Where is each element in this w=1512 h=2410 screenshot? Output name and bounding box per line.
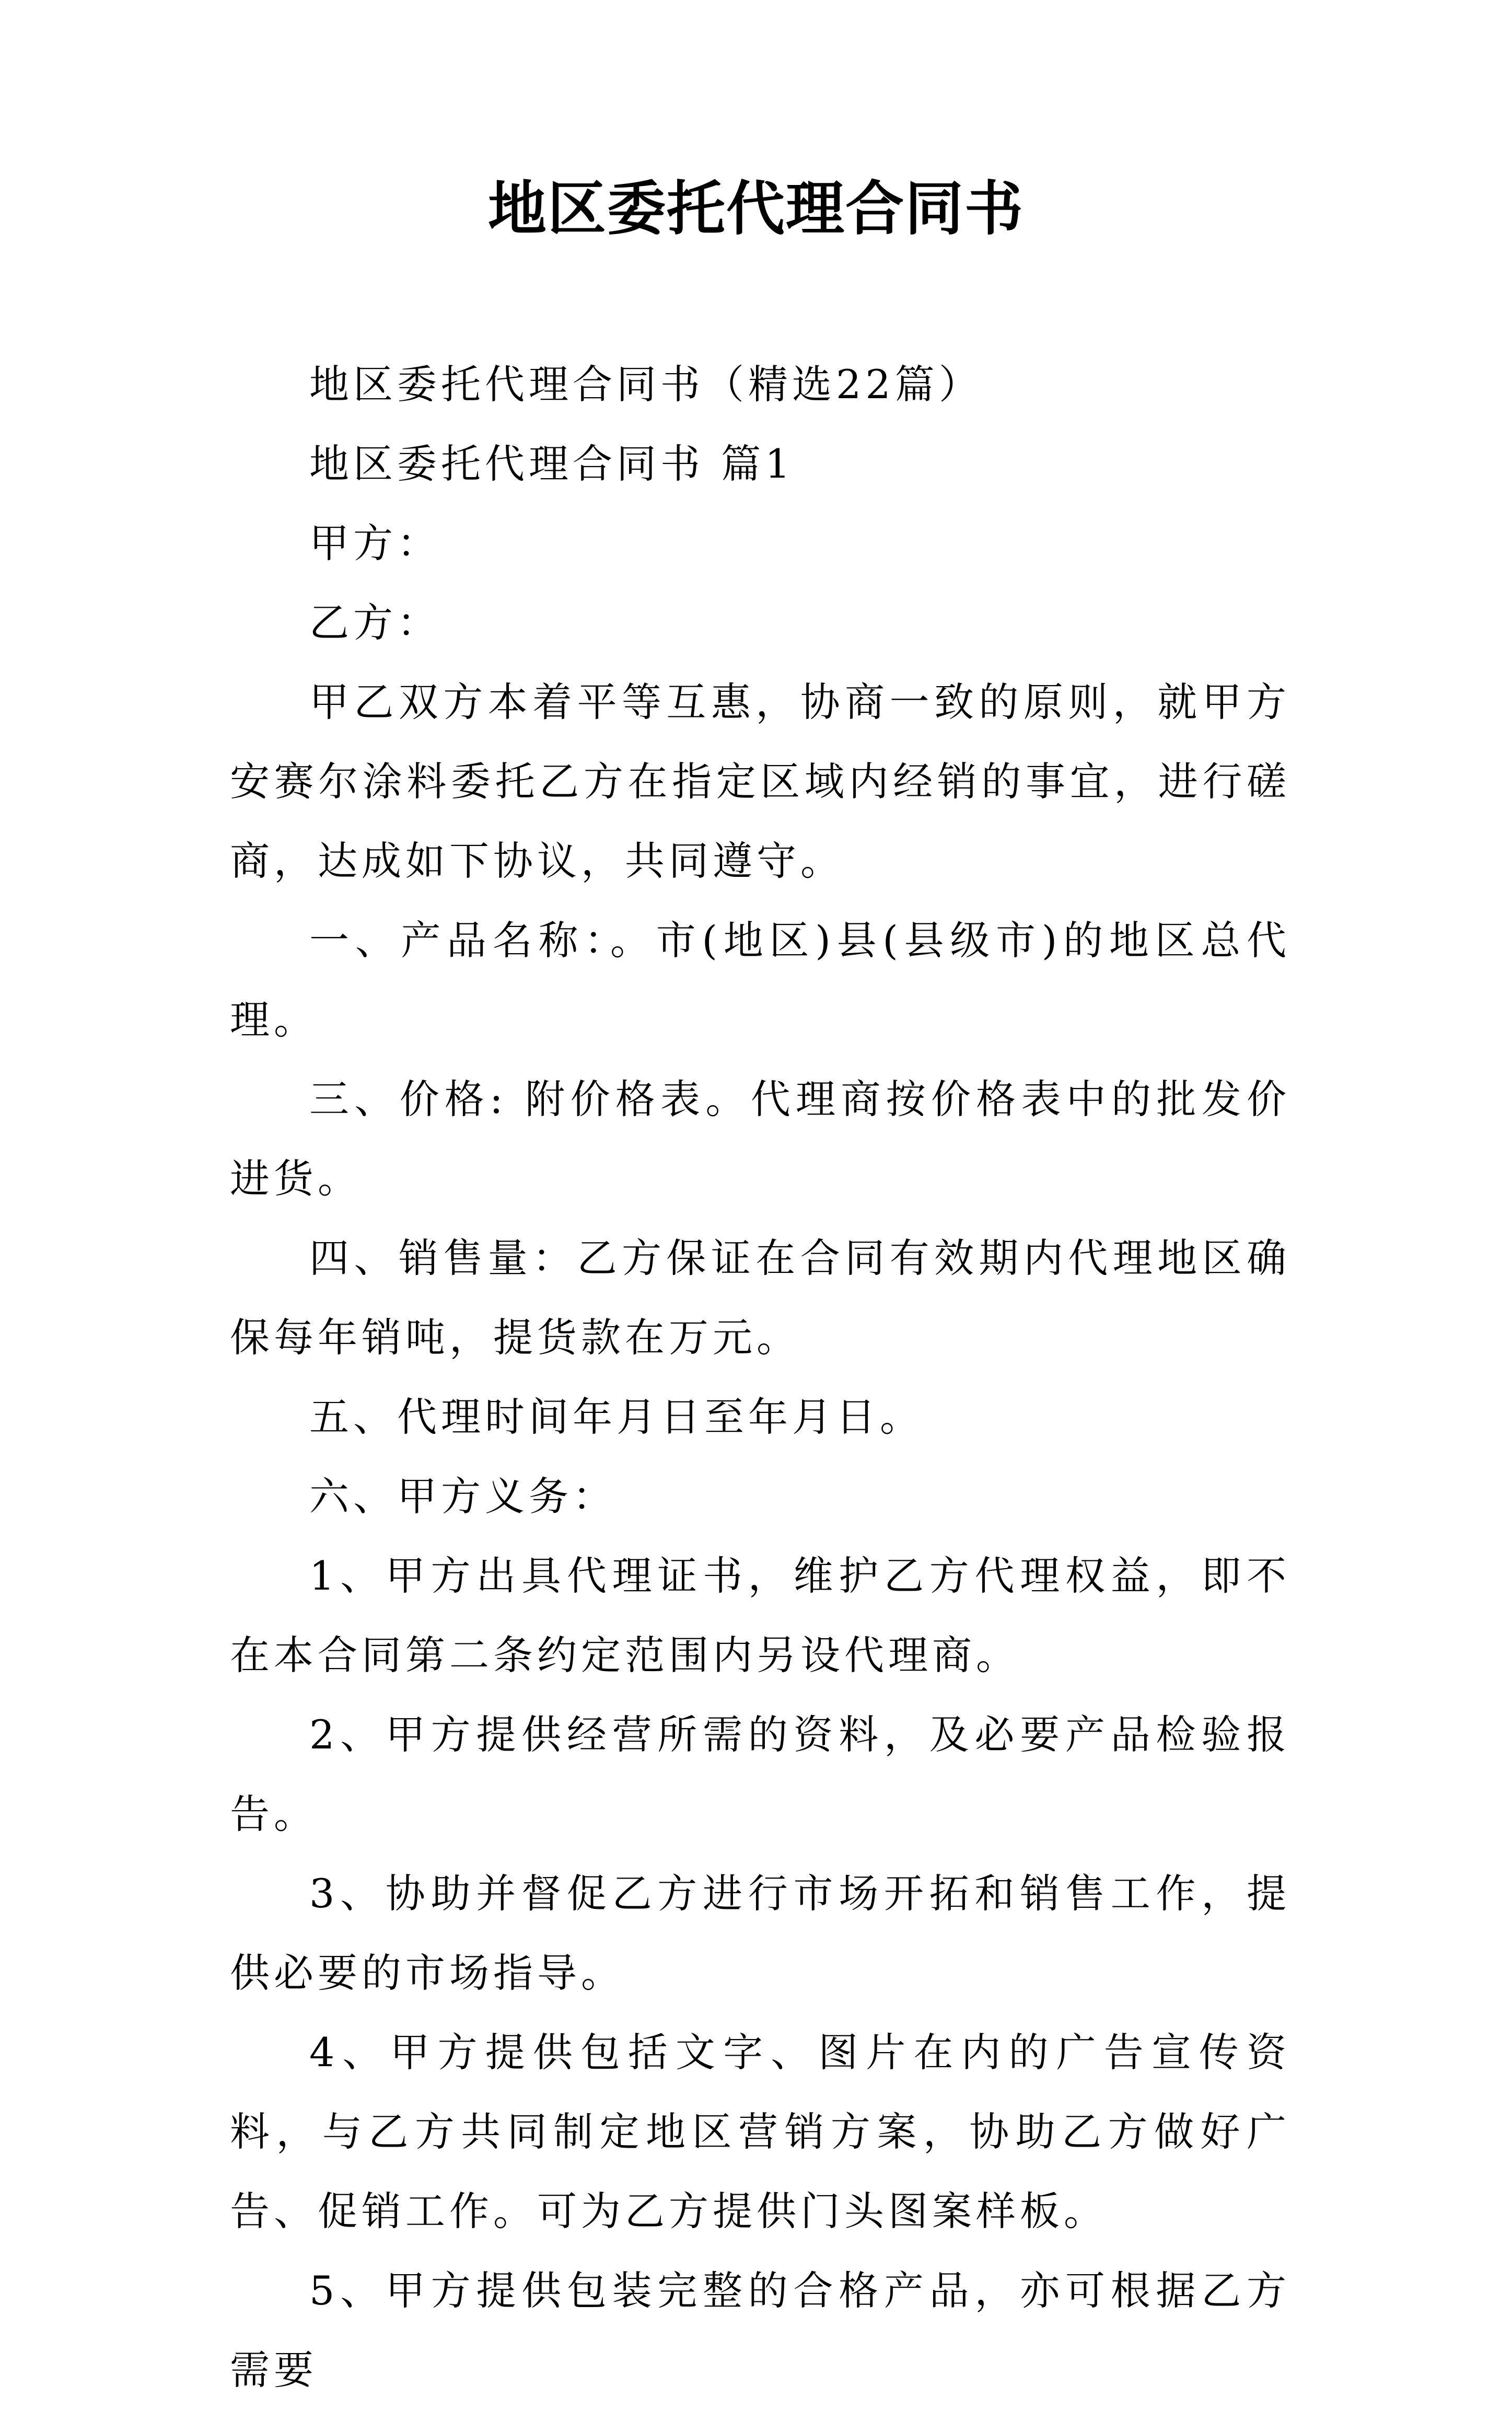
paragraph-subtitle: 地区委托代理合同书（精选22篇） [309, 361, 983, 408]
paragraph-clause-5: 五、代理时间年月日至年月日。 [309, 1394, 924, 1440]
paragraph-item-2: 2、甲方提供经营所需的资料，及必要产品检验报告。 [230, 1711, 1290, 1837]
paragraph-preamble: 甲乙双方本着平等互惠，协商一致的原则，就甲方安赛尔涂料委托乙方在指定区域内经销的事宜，进行磋商，达成如下协议，共同遵守。 [230, 679, 1290, 884]
paragraph-clause-4: 四、销售量：乙方保证在合同有效期内代理地区确保每年销吨，提货款在万元。 [230, 1235, 1290, 1361]
document-title: 地区委托代理合同书 [488, 175, 1024, 243]
document-body [230, 345, 1290, 2410]
paragraph-item-5: 5、甲方提供包装完整的合格产品，亦可根据乙方需要 [230, 2267, 1290, 2393]
paragraph-party-b: 乙方： [309, 599, 441, 646]
paragraph-clause-3: 三、价格: 附价格表。代理商按价格表中的批发价进货。 [230, 1076, 1290, 1202]
paragraph-clause-1: 一、产品名称：。市(地区)县(县级市)的地区总代理。 [230, 917, 1290, 1043]
paragraph-item-4: 4、甲方提供包括文字、图片在内的广告宣传资料，与乙方共同制定地区营销方案，协助乙方做好广告、促销工作。可为乙方提供门头图案样板。 [230, 2029, 1290, 2234]
paragraph-section-heading: 地区委托代理合同书 篇1 [309, 441, 795, 487]
paragraph-clause-6: 六、甲方义务： [309, 1473, 617, 1520]
paragraph-item-1: 1、甲方出具代理证书，维护乙方代理权益，即不在本合同第二条约定范围内另设代理商。 [230, 1552, 1290, 1678]
paragraph-party-a: 甲方： [309, 520, 441, 566]
paragraph-item-3: 3、协助并督促乙方进行市场开拓和销售工作，提供必要的市场指导。 [230, 1870, 1290, 1996]
